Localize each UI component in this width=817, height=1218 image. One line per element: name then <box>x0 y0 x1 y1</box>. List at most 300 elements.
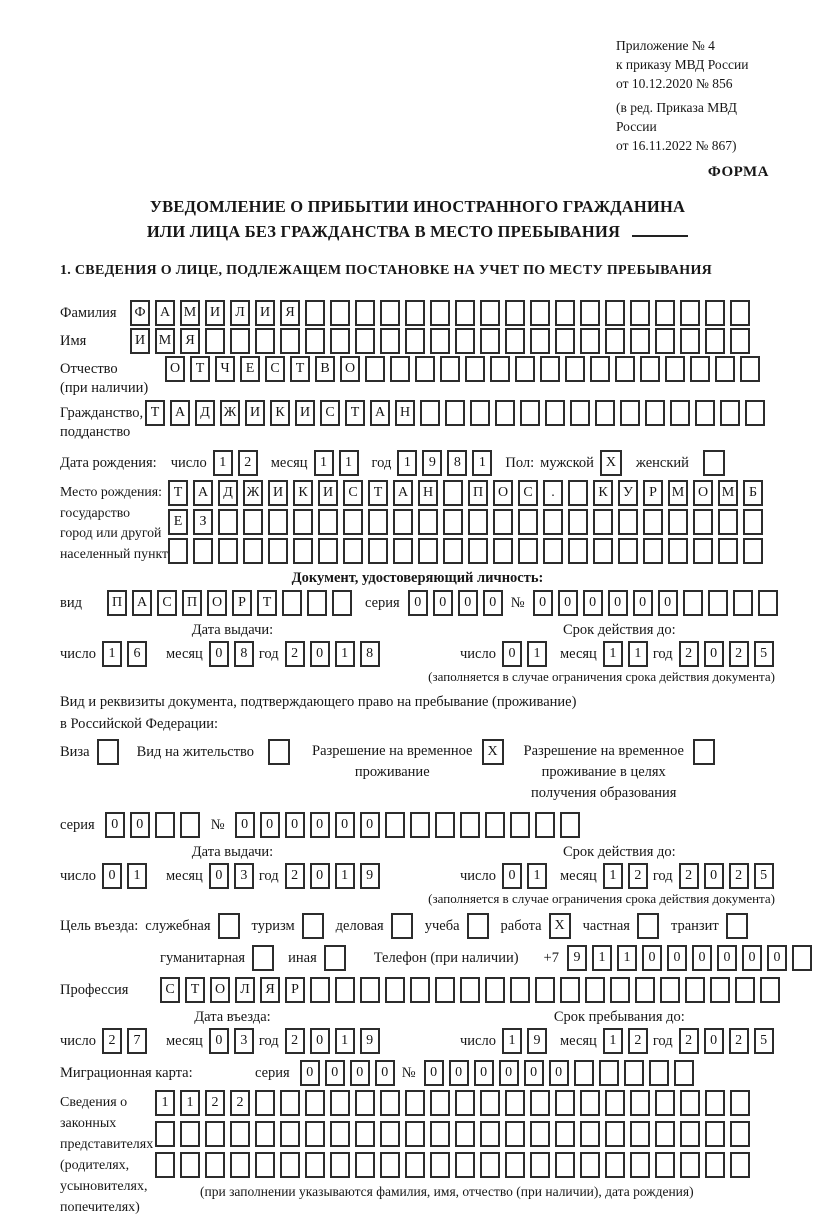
char-cell[interactable] <box>574 1060 594 1086</box>
char-cell[interactable] <box>418 509 438 535</box>
char-cell[interactable]: В <box>315 356 335 382</box>
char-cell[interactable] <box>680 1121 700 1147</box>
char-cell[interactable] <box>605 328 625 354</box>
char-cell[interactable] <box>443 538 463 564</box>
char-cell[interactable] <box>480 1152 500 1178</box>
char-cell[interactable]: Ж <box>220 400 240 426</box>
purpose-study-checkbox[interactable] <box>467 913 489 939</box>
char-cell[interactable] <box>535 812 555 838</box>
char-cell[interactable]: А <box>193 480 213 506</box>
char-cell[interactable]: Т <box>190 356 210 382</box>
char-cell[interactable] <box>585 977 605 1003</box>
char-cell[interactable] <box>520 400 540 426</box>
char-cell[interactable] <box>255 1152 275 1178</box>
char-cell[interactable] <box>643 509 663 535</box>
char-cell[interactable] <box>630 1090 650 1116</box>
char-cell[interactable]: 2 <box>205 1090 225 1116</box>
char-cell[interactable] <box>318 538 338 564</box>
purpose-private-checkbox[interactable] <box>637 913 659 939</box>
char-cell[interactable]: М <box>718 480 738 506</box>
char-cell[interactable] <box>455 300 475 326</box>
char-cell[interactable]: 8 <box>447 450 467 476</box>
char-cell[interactable] <box>468 538 488 564</box>
char-cell[interactable]: 8 <box>360 641 380 667</box>
char-cell[interactable]: 0 <box>704 641 724 667</box>
char-cell[interactable] <box>643 538 663 564</box>
char-cell[interactable]: 1 <box>335 1028 355 1054</box>
char-cell[interactable] <box>243 509 263 535</box>
char-cell[interactable] <box>230 1152 250 1178</box>
purpose-other-checkbox[interactable] <box>324 945 346 971</box>
char-cell[interactable] <box>305 1121 325 1147</box>
char-cell[interactable] <box>668 509 688 535</box>
char-cell[interactable]: 0 <box>742 945 762 971</box>
char-cell[interactable]: К <box>270 400 290 426</box>
char-cell[interactable] <box>230 328 250 354</box>
char-cell[interactable] <box>505 1090 525 1116</box>
char-cell[interactable] <box>405 300 425 326</box>
char-cell[interactable] <box>410 812 430 838</box>
char-cell[interactable]: 9 <box>527 1028 547 1054</box>
char-cell[interactable]: Е <box>168 509 188 535</box>
char-cell[interactable]: 2 <box>285 863 305 889</box>
char-cell[interactable]: П <box>468 480 488 506</box>
char-cell[interactable] <box>760 977 780 1003</box>
char-cell[interactable]: 9 <box>422 450 442 476</box>
char-cell[interactable] <box>332 590 352 616</box>
char-cell[interactable]: 0 <box>105 812 125 838</box>
residence-permit-checkbox[interactable] <box>268 739 290 765</box>
char-cell[interactable] <box>620 400 640 426</box>
title-blank-line[interactable] <box>632 222 688 237</box>
char-cell[interactable]: 1 <box>527 863 547 889</box>
char-cell[interactable]: 0 <box>692 945 712 971</box>
char-cell[interactable]: . <box>543 480 563 506</box>
char-cell[interactable] <box>455 1121 475 1147</box>
char-cell[interactable]: 5 <box>754 641 774 667</box>
char-cell[interactable]: 0 <box>235 812 255 838</box>
char-cell[interactable]: 0 <box>502 863 522 889</box>
char-cell[interactable] <box>618 509 638 535</box>
char-cell[interactable] <box>445 400 465 426</box>
char-cell[interactable]: 0 <box>310 812 330 838</box>
char-cell[interactable] <box>510 977 530 1003</box>
char-cell[interactable] <box>668 538 688 564</box>
char-cell[interactable] <box>443 480 463 506</box>
char-cell[interactable] <box>443 509 463 535</box>
char-cell[interactable]: Т <box>257 590 277 616</box>
char-cell[interactable]: 0 <box>449 1060 469 1086</box>
char-cell[interactable] <box>510 812 530 838</box>
char-cell[interactable] <box>560 977 580 1003</box>
char-cell[interactable]: П <box>107 590 127 616</box>
char-cell[interactable] <box>543 538 563 564</box>
char-cell[interactable]: А <box>132 590 152 616</box>
char-cell[interactable]: 0 <box>704 863 724 889</box>
char-cell[interactable]: 5 <box>754 1028 774 1054</box>
char-cell[interactable] <box>180 812 200 838</box>
char-cell[interactable] <box>543 509 563 535</box>
char-cell[interactable]: О <box>165 356 185 382</box>
char-cell[interactable]: Я <box>260 977 280 1003</box>
char-cell[interactable] <box>530 328 550 354</box>
char-cell[interactable] <box>380 1121 400 1147</box>
char-cell[interactable] <box>205 328 225 354</box>
char-cell[interactable]: М <box>155 328 175 354</box>
char-cell[interactable] <box>405 328 425 354</box>
char-cell[interactable] <box>280 1152 300 1178</box>
char-cell[interactable]: 0 <box>558 590 578 616</box>
char-cell[interactable] <box>518 509 538 535</box>
char-cell[interactable] <box>380 300 400 326</box>
char-cell[interactable] <box>468 509 488 535</box>
char-cell[interactable] <box>610 977 630 1003</box>
char-cell[interactable] <box>480 1121 500 1147</box>
char-cell[interactable]: 0 <box>350 1060 370 1086</box>
char-cell[interactable] <box>630 300 650 326</box>
char-cell[interactable] <box>368 538 388 564</box>
char-cell[interactable] <box>605 1090 625 1116</box>
char-cell[interactable] <box>455 1152 475 1178</box>
char-cell[interactable] <box>505 300 525 326</box>
temp-residence-education-checkbox[interactable] <box>693 739 715 765</box>
char-cell[interactable] <box>495 400 515 426</box>
char-cell[interactable]: 1 <box>314 450 334 476</box>
char-cell[interactable] <box>380 1090 400 1116</box>
char-cell[interactable]: 0 <box>704 1028 724 1054</box>
char-cell[interactable] <box>193 538 213 564</box>
char-cell[interactable]: 2 <box>102 1028 122 1054</box>
char-cell[interactable] <box>293 538 313 564</box>
char-cell[interactable]: 1 <box>335 641 355 667</box>
char-cell[interactable] <box>730 300 750 326</box>
char-cell[interactable] <box>730 328 750 354</box>
char-cell[interactable] <box>505 328 525 354</box>
char-cell[interactable] <box>685 977 705 1003</box>
char-cell[interactable]: 1 <box>155 1090 175 1116</box>
char-cell[interactable] <box>680 328 700 354</box>
char-cell[interactable]: М <box>180 300 200 326</box>
char-cell[interactable] <box>435 812 455 838</box>
char-cell[interactable]: 0 <box>524 1060 544 1086</box>
char-cell[interactable]: 0 <box>717 945 737 971</box>
char-cell[interactable]: 1 <box>603 641 623 667</box>
char-cell[interactable] <box>393 538 413 564</box>
char-cell[interactable] <box>330 300 350 326</box>
char-cell[interactable]: М <box>668 480 688 506</box>
char-cell[interactable] <box>218 509 238 535</box>
char-cell[interactable] <box>255 328 275 354</box>
char-cell[interactable] <box>618 538 638 564</box>
char-cell[interactable]: 0 <box>310 1028 330 1054</box>
char-cell[interactable] <box>485 812 505 838</box>
char-cell[interactable]: 1 <box>628 641 648 667</box>
char-cell[interactable]: А <box>170 400 190 426</box>
char-cell[interactable]: О <box>493 480 513 506</box>
char-cell[interactable]: Т <box>368 480 388 506</box>
char-cell[interactable]: 0 <box>483 590 503 616</box>
char-cell[interactable] <box>330 328 350 354</box>
char-cell[interactable] <box>493 509 513 535</box>
char-cell[interactable]: 0 <box>499 1060 519 1086</box>
char-cell[interactable]: А <box>155 300 175 326</box>
char-cell[interactable] <box>705 328 725 354</box>
char-cell[interactable] <box>310 977 330 1003</box>
char-cell[interactable] <box>605 1121 625 1147</box>
char-cell[interactable] <box>355 1152 375 1178</box>
char-cell[interactable]: 0 <box>433 590 453 616</box>
char-cell[interactable]: Н <box>395 400 415 426</box>
char-cell[interactable] <box>355 300 375 326</box>
char-cell[interactable] <box>705 1090 725 1116</box>
char-cell[interactable]: Р <box>285 977 305 1003</box>
char-cell[interactable]: С <box>265 356 285 382</box>
char-cell[interactable]: И <box>318 480 338 506</box>
char-cell[interactable] <box>593 509 613 535</box>
char-cell[interactable]: 1 <box>527 641 547 667</box>
char-cell[interactable] <box>580 300 600 326</box>
char-cell[interactable]: 0 <box>310 641 330 667</box>
char-cell[interactable]: Т <box>145 400 165 426</box>
char-cell[interactable] <box>730 1090 750 1116</box>
char-cell[interactable] <box>282 590 302 616</box>
char-cell[interactable] <box>420 400 440 426</box>
char-cell[interactable] <box>280 328 300 354</box>
char-cell[interactable] <box>655 1121 675 1147</box>
char-cell[interactable] <box>355 328 375 354</box>
char-cell[interactable]: О <box>210 977 230 1003</box>
char-cell[interactable]: Л <box>235 977 255 1003</box>
char-cell[interactable] <box>624 1060 644 1086</box>
char-cell[interactable] <box>480 1090 500 1116</box>
char-cell[interactable] <box>530 1152 550 1178</box>
purpose-humanitarian-checkbox[interactable] <box>252 945 274 971</box>
char-cell[interactable]: И <box>255 300 275 326</box>
char-cell[interactable] <box>343 538 363 564</box>
char-cell[interactable] <box>515 356 535 382</box>
char-cell[interactable] <box>430 1152 450 1178</box>
char-cell[interactable]: 2 <box>628 863 648 889</box>
char-cell[interactable] <box>665 356 685 382</box>
char-cell[interactable] <box>530 1121 550 1147</box>
char-cell[interactable] <box>655 300 675 326</box>
char-cell[interactable] <box>758 590 778 616</box>
char-cell[interactable]: 0 <box>335 812 355 838</box>
char-cell[interactable]: П <box>182 590 202 616</box>
char-cell[interactable] <box>368 509 388 535</box>
char-cell[interactable]: 2 <box>729 1028 749 1054</box>
char-cell[interactable]: 0 <box>642 945 662 971</box>
char-cell[interactable] <box>718 538 738 564</box>
char-cell[interactable]: 2 <box>729 641 749 667</box>
char-cell[interactable]: 1 <box>397 450 417 476</box>
char-cell[interactable] <box>580 1121 600 1147</box>
char-cell[interactable]: Я <box>280 300 300 326</box>
char-cell[interactable]: 0 <box>209 641 229 667</box>
char-cell[interactable]: С <box>157 590 177 616</box>
char-cell[interactable] <box>518 538 538 564</box>
char-cell[interactable]: Д <box>195 400 215 426</box>
char-cell[interactable]: И <box>268 480 288 506</box>
char-cell[interactable]: 0 <box>502 641 522 667</box>
char-cell[interactable] <box>155 1152 175 1178</box>
char-cell[interactable]: 6 <box>127 641 147 667</box>
char-cell[interactable] <box>493 538 513 564</box>
char-cell[interactable] <box>710 977 730 1003</box>
char-cell[interactable] <box>505 1152 525 1178</box>
char-cell[interactable]: 1 <box>335 863 355 889</box>
char-cell[interactable]: И <box>130 328 150 354</box>
char-cell[interactable] <box>405 1090 425 1116</box>
char-cell[interactable]: С <box>343 480 363 506</box>
char-cell[interactable] <box>390 356 410 382</box>
char-cell[interactable]: 0 <box>300 1060 320 1086</box>
char-cell[interactable] <box>410 977 430 1003</box>
char-cell[interactable] <box>560 812 580 838</box>
char-cell[interactable] <box>230 1121 250 1147</box>
char-cell[interactable] <box>745 400 765 426</box>
char-cell[interactable]: 1 <box>127 863 147 889</box>
char-cell[interactable]: Т <box>290 356 310 382</box>
char-cell[interactable]: 0 <box>130 812 150 838</box>
char-cell[interactable]: 9 <box>567 945 587 971</box>
char-cell[interactable]: Т <box>168 480 188 506</box>
char-cell[interactable] <box>630 1152 650 1178</box>
char-cell[interactable] <box>640 356 660 382</box>
char-cell[interactable] <box>605 300 625 326</box>
char-cell[interactable] <box>268 509 288 535</box>
char-cell[interactable] <box>455 1090 475 1116</box>
char-cell[interactable] <box>330 1090 350 1116</box>
char-cell[interactable] <box>683 590 703 616</box>
char-cell[interactable] <box>730 1152 750 1178</box>
char-cell[interactable]: 0 <box>102 863 122 889</box>
char-cell[interactable] <box>430 328 450 354</box>
char-cell[interactable]: 1 <box>592 945 612 971</box>
purpose-commercial-checkbox[interactable] <box>391 913 413 939</box>
char-cell[interactable]: О <box>207 590 227 616</box>
char-cell[interactable] <box>635 977 655 1003</box>
char-cell[interactable] <box>705 1121 725 1147</box>
char-cell[interactable] <box>630 1121 650 1147</box>
char-cell[interactable] <box>705 1152 725 1178</box>
char-cell[interactable]: Р <box>643 480 663 506</box>
char-cell[interactable] <box>293 509 313 535</box>
char-cell[interactable] <box>355 1121 375 1147</box>
char-cell[interactable] <box>568 538 588 564</box>
char-cell[interactable]: 0 <box>658 590 678 616</box>
char-cell[interactable] <box>180 1152 200 1178</box>
char-cell[interactable] <box>693 509 713 535</box>
char-cell[interactable]: 0 <box>360 812 380 838</box>
char-cell[interactable] <box>355 1090 375 1116</box>
char-cell[interactable] <box>305 300 325 326</box>
purpose-tourism-checkbox[interactable] <box>302 913 324 939</box>
char-cell[interactable] <box>490 356 510 382</box>
char-cell[interactable] <box>615 356 635 382</box>
char-cell[interactable]: 1 <box>603 1028 623 1054</box>
char-cell[interactable]: 1 <box>102 641 122 667</box>
char-cell[interactable] <box>485 977 505 1003</box>
char-cell[interactable] <box>268 538 288 564</box>
char-cell[interactable] <box>660 977 680 1003</box>
char-cell[interactable]: 0 <box>549 1060 569 1086</box>
char-cell[interactable]: 0 <box>375 1060 395 1086</box>
char-cell[interactable]: Д <box>218 480 238 506</box>
char-cell[interactable] <box>680 1090 700 1116</box>
char-cell[interactable] <box>305 1152 325 1178</box>
char-cell[interactable] <box>440 356 460 382</box>
char-cell[interactable]: 1 <box>603 863 623 889</box>
char-cell[interactable]: 1 <box>213 450 233 476</box>
char-cell[interactable] <box>360 977 380 1003</box>
char-cell[interactable] <box>605 1152 625 1178</box>
char-cell[interactable] <box>655 1090 675 1116</box>
char-cell[interactable]: 0 <box>424 1060 444 1086</box>
char-cell[interactable]: И <box>295 400 315 426</box>
char-cell[interactable]: Ж <box>243 480 263 506</box>
char-cell[interactable]: 1 <box>502 1028 522 1054</box>
temp-residence-checkbox[interactable]: X <box>482 739 504 765</box>
char-cell[interactable] <box>649 1060 669 1086</box>
char-cell[interactable]: 0 <box>209 1028 229 1054</box>
char-cell[interactable] <box>155 812 175 838</box>
char-cell[interactable]: 0 <box>285 812 305 838</box>
char-cell[interactable] <box>593 538 613 564</box>
char-cell[interactable] <box>733 590 753 616</box>
char-cell[interactable] <box>730 1121 750 1147</box>
char-cell[interactable] <box>555 300 575 326</box>
char-cell[interactable] <box>307 590 327 616</box>
char-cell[interactable] <box>243 538 263 564</box>
char-cell[interactable] <box>393 509 413 535</box>
char-cell[interactable]: 2 <box>679 1028 699 1054</box>
char-cell[interactable]: 0 <box>583 590 603 616</box>
char-cell[interactable]: 2 <box>285 641 305 667</box>
char-cell[interactable]: С <box>160 977 180 1003</box>
char-cell[interactable] <box>330 1152 350 1178</box>
purpose-work-checkbox[interactable]: X <box>549 913 571 939</box>
char-cell[interactable]: 9 <box>360 1028 380 1054</box>
char-cell[interactable]: 1 <box>617 945 637 971</box>
char-cell[interactable] <box>555 328 575 354</box>
char-cell[interactable] <box>505 1121 525 1147</box>
char-cell[interactable] <box>580 328 600 354</box>
char-cell[interactable] <box>590 356 610 382</box>
sex-female-checkbox[interactable] <box>703 450 725 476</box>
char-cell[interactable] <box>718 509 738 535</box>
char-cell[interactable]: 8 <box>234 641 254 667</box>
char-cell[interactable] <box>480 328 500 354</box>
char-cell[interactable] <box>645 400 665 426</box>
char-cell[interactable]: 0 <box>533 590 553 616</box>
char-cell[interactable]: 1 <box>180 1090 200 1116</box>
char-cell[interactable]: Я <box>180 328 200 354</box>
char-cell[interactable]: Ч <box>215 356 235 382</box>
char-cell[interactable]: У <box>618 480 638 506</box>
char-cell[interactable] <box>255 1090 275 1116</box>
char-cell[interactable] <box>415 356 435 382</box>
char-cell[interactable]: 2 <box>230 1090 250 1116</box>
char-cell[interactable] <box>465 356 485 382</box>
char-cell[interactable] <box>330 1121 350 1147</box>
char-cell[interactable] <box>570 400 590 426</box>
char-cell[interactable] <box>680 1152 700 1178</box>
char-cell[interactable]: 0 <box>408 590 428 616</box>
purpose-transit-checkbox[interactable] <box>726 913 748 939</box>
char-cell[interactable]: Р <box>232 590 252 616</box>
char-cell[interactable]: 9 <box>360 863 380 889</box>
